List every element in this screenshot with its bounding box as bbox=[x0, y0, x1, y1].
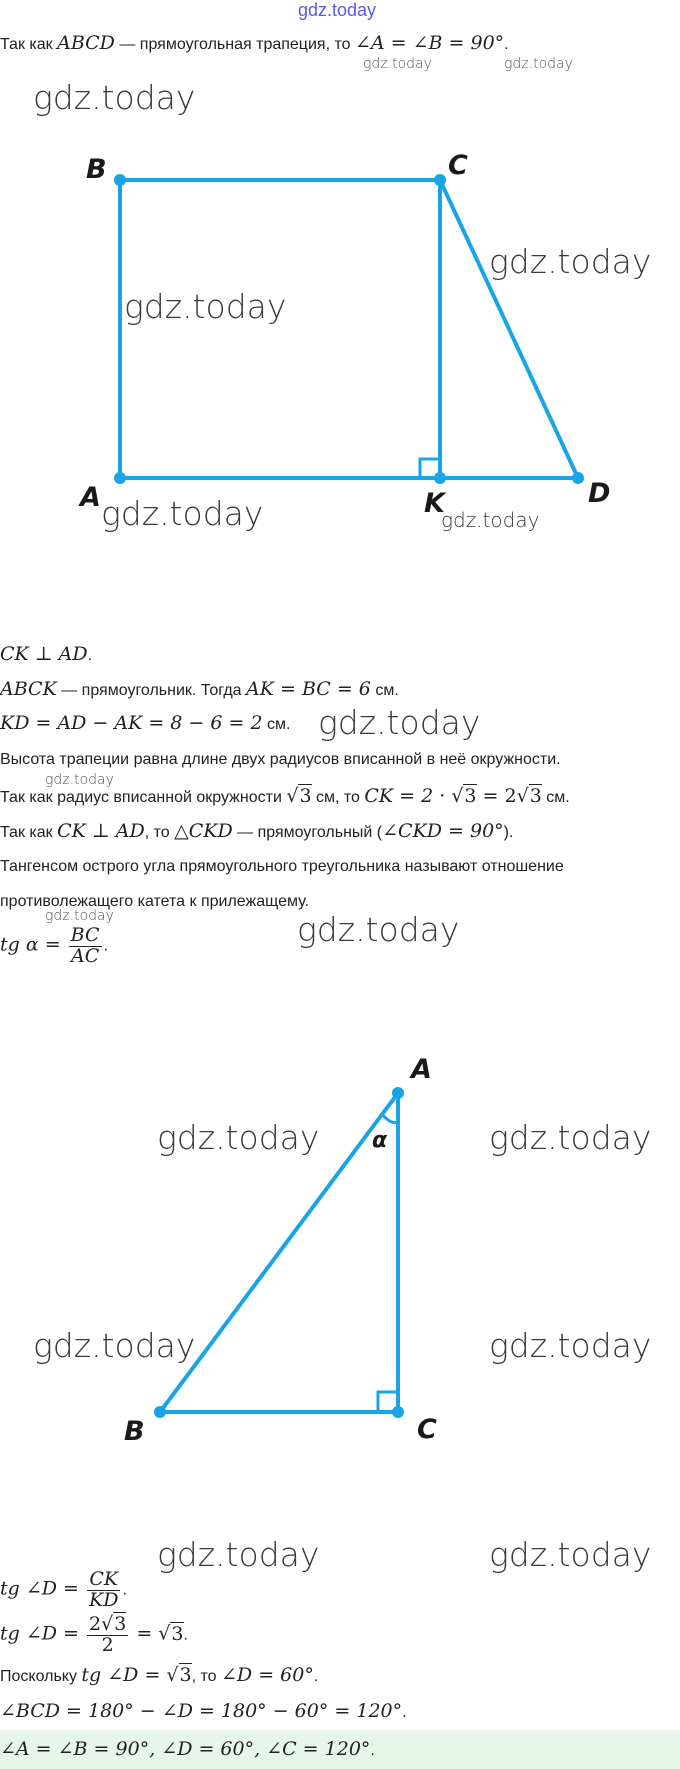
line-height: Высота трапеции равна длине двух радиусов вписанной в неё окружности. bbox=[0, 751, 561, 768]
frac-den: KD bbox=[89, 1588, 119, 1611]
frac-num: 2 bbox=[89, 1613, 102, 1635]
watermark: gdz.today bbox=[504, 56, 573, 72]
point-k bbox=[434, 472, 446, 484]
math: tg ∠D = bbox=[81, 1664, 167, 1686]
text: . bbox=[370, 1742, 375, 1759]
frac-num: BC bbox=[70, 924, 100, 946]
frac-den: AC bbox=[70, 944, 100, 967]
text: . bbox=[313, 1668, 319, 1685]
label-c: C bbox=[448, 150, 468, 181]
math: ∠BCD = 180° − ∠D = 180° − 60° = 120° bbox=[0, 1700, 403, 1722]
watermark: gdz.today bbox=[124, 287, 287, 326]
text: Так как радиус вписанной окружности bbox=[0, 789, 287, 806]
trapezoid-figure bbox=[0, 70, 680, 540]
math: tg ∠D = bbox=[0, 1577, 85, 1600]
calc-tg-d-value: tg ∠D = $\frac{2√3}{2}$ = √3. bbox=[0, 1613, 188, 1656]
sqrt-value: 3 bbox=[114, 1613, 127, 1635]
intro-math-b: ∠A = ∠B = 90° bbox=[354, 32, 505, 54]
intro-text-c: . bbox=[504, 36, 509, 53]
point-a bbox=[392, 1087, 404, 1099]
watermark: gdz.today bbox=[157, 1118, 320, 1157]
answer-line bbox=[0, 1738, 375, 1760]
line-tg-alpha bbox=[0, 926, 108, 967]
line-radius: Так как радиус вписанной окружности √3 см, то CK = 2 · √3 = 2√3 см. bbox=[0, 785, 570, 807]
math: CK ⊥ AD bbox=[57, 820, 145, 842]
sqrt-value: 3 bbox=[179, 1664, 192, 1686]
watermark: gdz.today bbox=[45, 772, 114, 788]
side-cd bbox=[440, 180, 578, 478]
point-a bbox=[114, 472, 126, 484]
point-c bbox=[434, 174, 446, 186]
watermark: gdz.today bbox=[157, 1535, 320, 1574]
watermark: gdz.today bbox=[363, 56, 432, 72]
text: . bbox=[183, 1626, 188, 1644]
text: ). bbox=[503, 824, 514, 841]
math: = bbox=[130, 1622, 159, 1645]
text: , то bbox=[191, 1668, 222, 1685]
calc-angle-bcd bbox=[0, 1700, 407, 1722]
text: см. bbox=[262, 716, 291, 733]
text: — прямоугольный ( bbox=[232, 824, 383, 841]
calc-angle-d: Поскольку tg ∠D = √3, то ∠D = 60°. bbox=[0, 1664, 319, 1686]
sqrt-value: 3 bbox=[299, 785, 312, 807]
intro-line bbox=[0, 32, 509, 54]
text: . bbox=[103, 937, 108, 955]
text: см. bbox=[370, 682, 399, 699]
label-c: C bbox=[417, 1414, 437, 1445]
text: . bbox=[122, 1581, 127, 1599]
point-d bbox=[572, 472, 584, 484]
sqrt-value: 3 bbox=[171, 1622, 184, 1645]
intro-text-a: Так как bbox=[0, 36, 58, 53]
watermark: gdz.today bbox=[489, 1118, 652, 1157]
header-link[interactable]: gdz.today bbox=[298, 0, 377, 20]
frac-num: CK bbox=[89, 1568, 119, 1590]
text: см. bbox=[541, 789, 570, 806]
text: см, то bbox=[311, 789, 365, 806]
text: Так как bbox=[0, 824, 58, 841]
text: . bbox=[402, 1704, 407, 1721]
label-a: A bbox=[80, 482, 101, 513]
text: , то bbox=[144, 824, 175, 841]
math: tg ∠D = bbox=[0, 1622, 85, 1645]
angle-alpha-arc bbox=[382, 1114, 398, 1123]
intro-math-a: ABCD bbox=[57, 32, 115, 54]
point-c bbox=[392, 1406, 404, 1418]
frac-den: 2 bbox=[101, 1633, 114, 1656]
line-kd bbox=[0, 712, 290, 734]
watermark: gdz.today bbox=[441, 508, 540, 532]
label-a: A bbox=[411, 1054, 432, 1085]
watermark: gdz.today bbox=[33, 78, 196, 117]
watermark: gdz.today bbox=[318, 703, 481, 742]
math: ∠A = ∠B = 90°, ∠D = 60°, ∠C = 120° bbox=[0, 1738, 371, 1760]
watermark: gdz.today bbox=[489, 1535, 652, 1574]
sqrt-value: 3 bbox=[529, 785, 542, 807]
line-tangent-def: Тангенсом острого угла прямоугольного треугольника называют отношение bbox=[0, 858, 564, 875]
line-ck-perp bbox=[0, 643, 92, 665]
math: ∠D = 60° bbox=[221, 1664, 314, 1686]
intro-text-b: — прямоугольная трапеция, то bbox=[114, 36, 355, 53]
math: KD = AD − AK = 8 − 6 = 2 bbox=[0, 712, 263, 734]
point-b bbox=[114, 174, 126, 186]
math: △CKD bbox=[174, 820, 233, 842]
line-ckd bbox=[0, 820, 513, 842]
text: Поскольку bbox=[0, 1668, 82, 1685]
math: CK ⊥ AD bbox=[0, 643, 88, 665]
watermark: gdz.today bbox=[101, 494, 264, 533]
watermark: gdz.today bbox=[489, 1326, 652, 1365]
math: AK = BC = 6 bbox=[246, 678, 371, 700]
math: ∠CKD = 90° bbox=[382, 820, 504, 842]
label-d: D bbox=[588, 478, 611, 509]
math: ABCK bbox=[0, 678, 57, 700]
math: = 2 bbox=[476, 785, 517, 807]
math: tg α = bbox=[0, 933, 67, 956]
watermark: gdz.today bbox=[297, 910, 460, 949]
label-k: K bbox=[424, 488, 445, 519]
calc-tg-d bbox=[0, 1570, 127, 1611]
label-b: B bbox=[124, 1416, 145, 1447]
label-b: B bbox=[86, 154, 107, 185]
watermark: gdz.today bbox=[45, 908, 114, 924]
watermark: gdz.today bbox=[489, 242, 652, 281]
label-alpha: α bbox=[372, 1128, 388, 1153]
sqrt-value: 3 bbox=[464, 785, 477, 807]
watermark: gdz.today bbox=[33, 1326, 196, 1365]
line-abck bbox=[0, 678, 399, 700]
math: CK = 2 · bbox=[364, 785, 452, 807]
point-b bbox=[154, 1406, 166, 1418]
triangle-figure bbox=[0, 1040, 680, 1460]
text: — прямоугольник. Тогда bbox=[56, 682, 247, 699]
line-tangent-def-2: противолежащего катета к прилежащему. bbox=[0, 893, 310, 910]
text: . bbox=[87, 647, 93, 664]
